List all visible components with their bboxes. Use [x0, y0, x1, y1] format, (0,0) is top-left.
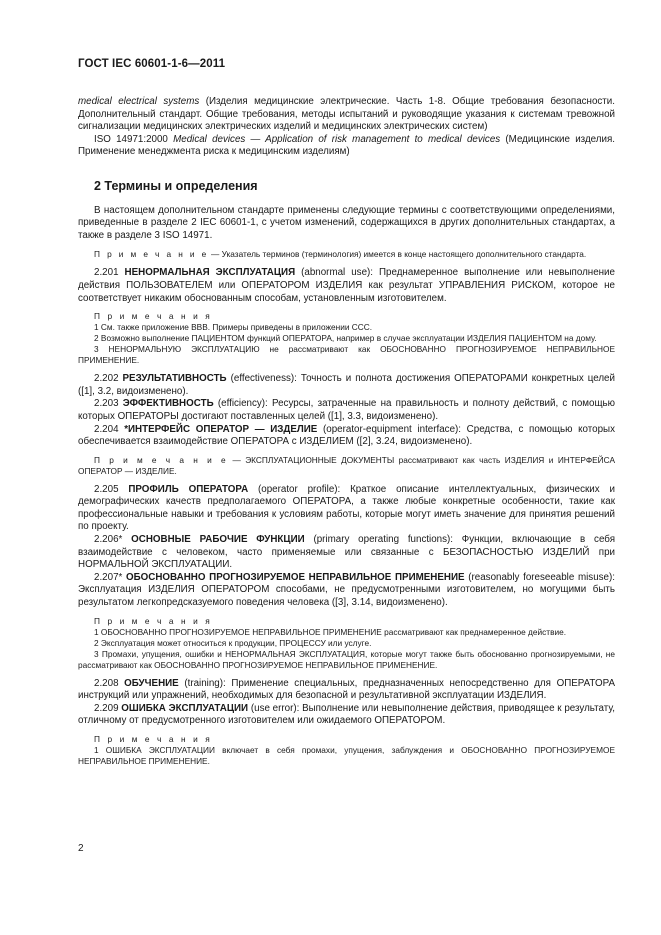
- document-body: [78, 96, 615, 767]
- term-title: ОШИБКА ЭКСПЛУАТАЦИИ: [121, 702, 249, 714]
- note-item: 2 Возможно выполнение ПАЦИЕНТОМ функций ОПЕРАТОРА, например в случае эксплуатации ИЗДЕЛИЯ ПАЦИЕНТОМ на дому.: [94, 333, 597, 344]
- term-title: *ИНТЕРФЕЙС ОПЕРАТОР — ИЗДЕЛИЕ: [124, 423, 318, 435]
- term-title: ОБОСНОВАННО ПРОГНОЗИРУЕМОЕ НЕПРАВИЛЬНОЕ ПРИМЕНЕНИЕ: [126, 571, 465, 583]
- term-2-209: 2.209 ОШИБКА ЭКСПЛУАТАЦИИ (use error): Выполнение или невыполнение действия, приводящее к результату, отличному от предусмотренного изготовителем или ожидаемого ОПЕРАТОРОМ.: [78, 702, 615, 727]
- note-label: П р и м е ч а н и е: [94, 454, 228, 465]
- note-text: — Указатель терминов (терминология) имеется в конце настоящего дополнительного стандарта.: [208, 249, 587, 260]
- term-title: ОСНОВНЫЕ РАБОЧИЕ ФУНКЦИИ: [131, 534, 305, 546]
- note-item: 1 ОБОСНОВАННО ПРОГНОЗИРУЕМОЕ НЕПРАВИЛЬНОЕ ПРИМЕНЕНИЕ рассматривают как преднамеренное действие.: [94, 626, 567, 637]
- notes-label: П р и м е ч а н и я: [94, 734, 213, 744]
- term-2-201: 2.201 НЕНОРМАЛЬНАЯ ЭКСПЛУАТАЦИЯ (abnormal use): Преднамеренное выполнение или невыполнение действия ПОЛЬЗОВАТЕЛЕМ или ОПЕРАТОРОМ ИЗДЕЛИЯ как результат УПРАВЛЕНИЯ РИСКОМ, которое не соответствует никаким обоснованным способам, установленным изготовителем.: [78, 267, 615, 304]
- term-2-204: 2.204 *ИНТЕРФЕЙС ОПЕРАТОР — ИЗДЕЛИЕ (operator-equipment interface): Средства, с помощью которых обеспечивается взаимодействие ОПЕРАТОРА с ИЗДЕЛИЕМ ([2], 3.24, видоизменено).: [78, 423, 615, 448]
- reference-title-ru: (Медицинские изделия. Применение менеджмента риска к медицинским изделиям): [78, 133, 615, 158]
- term-title: НЕНОРМАЛЬНАЯ ЭКСПЛУАТАЦИЯ: [124, 267, 296, 279]
- reference-paragraph: [78, 96, 615, 134]
- page-number: 2: [78, 843, 84, 854]
- reference-title-en: medical electrical systems: [78, 96, 200, 107]
- term-2-205: 2.205 ПРОФИЛЬ ОПЕРАТОРА (operator profile): Краткое описание интеллектуальных, физических и демографических качеств предполагаемого ОПЕРАТОРА, а также любые конкретные особенности, такие как профессиональные навыки и требования к условиям работы, которые могут иметь значение для принятия решений по проекту.: [78, 483, 615, 533]
- note-item: 3 НЕНОРМАЛЬНУЮ ЭКСПЛУАТАЦИЮ не рассматривают как ОБОСНОВАННО ПРОГНОЗИРУЕМОЕ НЕПРАВИЛЬНОЕ ПРИМЕНЕНИЕ.: [78, 344, 615, 366]
- notes-label: П р и м е ч а н и я: [94, 615, 213, 626]
- note: [78, 249, 615, 260]
- reference-code: ISO 14971:2000: [94, 133, 174, 145]
- term-2-208: 2.208 ОБУЧЕНИЕ (training): Применение специальных, предназначенных непосредственно для ОПЕРАТОРА инструкций или упражнений, необходимых для безопасной и результативной эксплуатации ИЗДЕЛИЯ.: [78, 677, 615, 702]
- note-item: 2 Эксплуатация может относиться к продукции, ПРОЦЕССУ или услуге.: [94, 637, 372, 648]
- notes-label: П р и м е ч а н и я: [94, 311, 213, 322]
- section-intro: В настоящем дополнительном стандарте применены следующие термины с соответствующими определениями, приведенные в разделе 2 IEC 60601-1, с учетом изменений, содержащихся в других дополнительных стандартах, а также в разделе 3 ISO 14971.: [78, 204, 615, 241]
- term-title: ОБУЧЕНИЕ: [124, 677, 179, 689]
- term-title: ЭФФЕКТИВНОСТЬ: [122, 398, 214, 410]
- note: [78, 455, 615, 477]
- term-2-203: 2.203 ЭФФЕКТИВНОСТЬ (efficiency): Ресурсы, затраченные на правильность и полноту действий, с помощью которых ОПЕРАТОРЫ достигают поставленных целей ([1], 3.3, видоизменено).: [78, 398, 616, 422]
- reference-title-ru: (Изделия медицинские электрические. Часть 1-8. Общие требования безопасности. Дополнительный стандарт. Общие требования, методы испытаний и руководящие указания к системам тревожной сигнализации медицинских электрических изделий и медицинских электрических систем): [78, 96, 615, 133]
- note-label: П р и м е ч а н и е: [94, 249, 209, 260]
- section-heading: 2 Термины и определения: [94, 178, 258, 193]
- note-text: — ЭКСПЛУАТАЦИОННЫЕ ДОКУМЕНТЫ рассматривают как часть ИЗДЕЛИЯ и ИНТЕРФЕЙСА ОПЕРАТОР — ИЗДЕЛИЕ.: [78, 454, 615, 476]
- term-title: РЕЗУЛЬТАТИВНОСТЬ: [122, 373, 227, 385]
- document-header: ГОСТ IEC 60601-1-6—2011: [78, 58, 226, 70]
- term-2-202: 2.202 РЕЗУЛЬТАТИВНОСТЬ (effectiveness): Точность и полнота достижения ОПЕРАТОРАМИ конкретных целей ([1], 3.2, видоизменено).: [78, 373, 615, 397]
- reference-title-en: Medical devices — Application of risk management to medical devices: [173, 133, 501, 145]
- note-item: 3 Промахи, упущения, ошибки и НЕНОРМАЛЬНАЯ ЭКСПЛУАТАЦИЯ, которые могут также быть обоснованно прогнозируемыми, не рассматривают как ОБОСНОВАННО ПРОГНОЗИРУЕМОЕ НЕПРАВИЛЬНОЕ ПРИМЕНЕНИЕ.: [78, 648, 615, 670]
- note-item: 1 См. также приложение ВВВ. Примеры приведены в приложении ССС.: [94, 322, 373, 333]
- reference-paragraph: [78, 134, 615, 159]
- term-2-206: 2.206* ОСНОВНЫЕ РАБОЧИЕ ФУНКЦИИ (primary operating functions): Функции, включающие в себя взаимодействие с человеком, часто применяемые или связанные с БЕЗОПАСНОСТЬЮ ИЗДЕЛИЙ при НОРМАЛЬНОЙ ЭКСПЛУАТАЦИИ.: [78, 534, 615, 571]
- term-title: ПРОФИЛЬ ОПЕРАТОРА: [128, 483, 249, 495]
- note-item: 1 ОШИБКА ЭКСПЛУАТАЦИИ включает в себя промахи, упущения, заблуждения и ОБОСНОВАННО ПРОГНОЗИРУЕМОЕ НЕПРАВИЛЬНОЕ ПРИМЕНЕНИЕ.: [78, 745, 615, 766]
- term-2-207: 2.207* ОБОСНОВАННО ПРОГНОЗИРУЕМОЕ НЕПРАВИЛЬНОЕ ПРИМЕНЕНИЕ (reasonably foreseeable misuse): Эксплуатация ИЗДЕЛИЯ ОПЕРАТОРОМ способами, не предусмотренными изготовителем, но могущими быть результатом легкопредсказуемого поведения человека ([3], 3.14, видоизменено).: [78, 571, 615, 609]
